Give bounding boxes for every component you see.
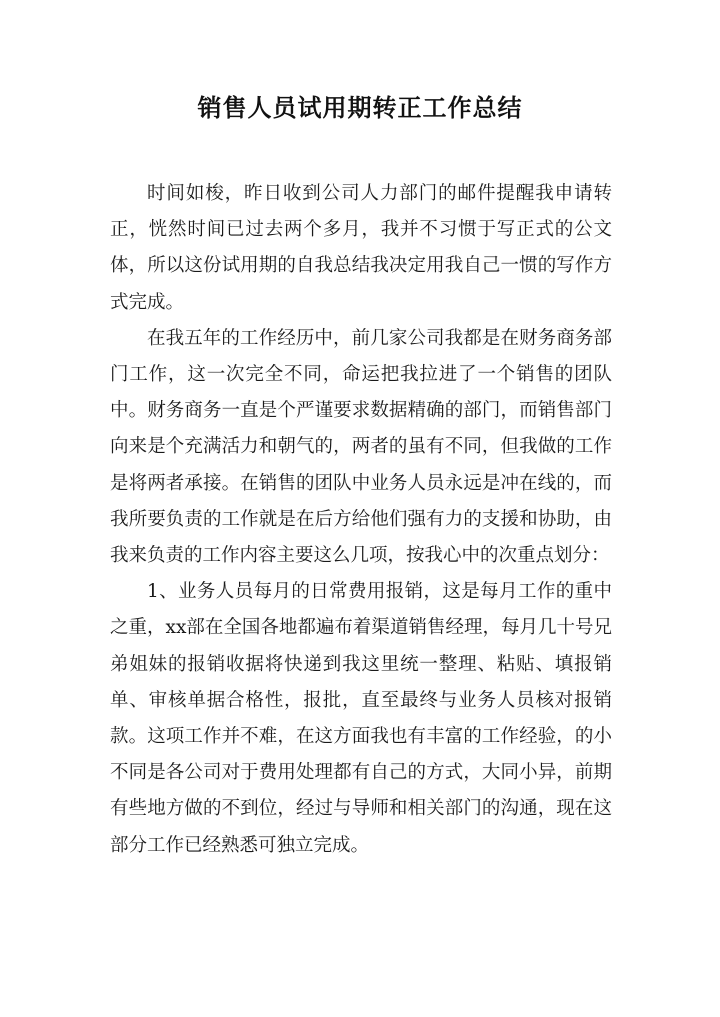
document-title: 销售人员试用期转正工作总结	[197, 94, 523, 122]
paragraph-1: 时间如梭，昨日收到公司人力部门的邮件提醒我申请转正，恍然时间已过去两个多月，我并不习惯于写正式的公文体，所以这份试用期的自我总结我决定用我自己一惯的写作方式完成。	[110, 183, 612, 313]
paragraph-2: 在我五年的工作经历中，前几家公司我都是在财务商务部门工作，这一次完全不同，命运把我拉进了一个销售的团队中。财务商务一直是个严谨要求数据精确的部门，而销售部门向来是个充满活力和朝气的，两者的虽有不同，但我做的工作是将两者承接。在销售的团队中业务人员永远是冲在线的，而我所要负责的工作就是在后方给他们强有力的支援和协助，由我来负责的工作内容主要这么几项，按我心中的次重点划分：	[110, 327, 612, 567]
document-body	[110, 176, 612, 864]
paragraph-3: 1、业务人员每月的日常费用报销，这是每月工作的重中之重，xx部在全国各地都遍布着渠道销售经理，每月几十号兄弟姐妹的报销收据将快递到我这里统一整理、粘贴、填报销单、审核单据合格性，报批，直至最终与业务人员核对报销款。这项工作并不难，在这方面我也有丰富的工作经验，的小不同是各公司对于费用处理都有自己的方式，大同小异，前期有些地方做的不到位，经过与导师和相关部门的沟通，现在这部分工作已经熟悉可独立完成。	[110, 581, 612, 856]
